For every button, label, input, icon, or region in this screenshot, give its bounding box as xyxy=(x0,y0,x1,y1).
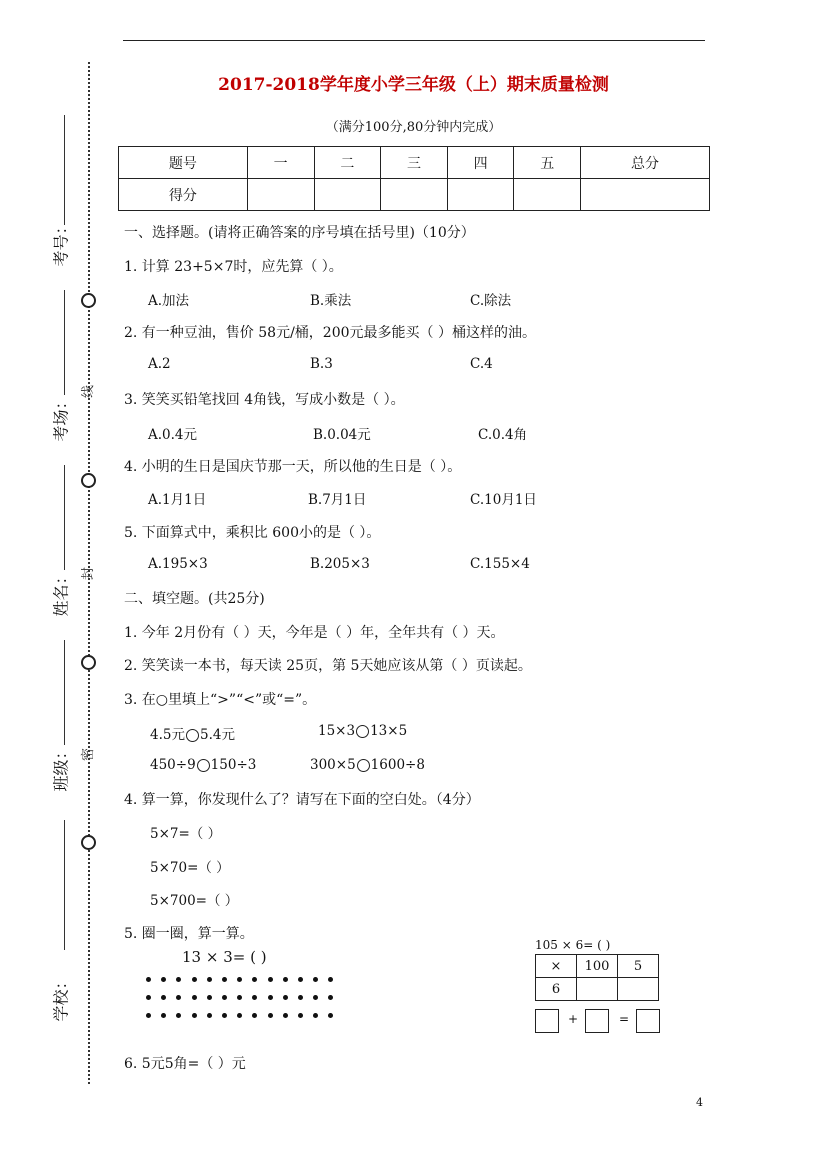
score-input-cell[interactable] xyxy=(247,179,314,211)
dot xyxy=(146,977,151,982)
question-stem: 1. 今年 2月份有（ ）天，今年是（ ）年，全年共有（ ）天。 xyxy=(124,625,505,641)
section1-heading: 一、选择题。(请将正确答案的序号填在括号里)（10分） xyxy=(124,225,475,241)
dot xyxy=(328,1013,333,1018)
binding-ring xyxy=(81,473,96,488)
compare-item xyxy=(150,723,235,743)
score-input-cell[interactable] xyxy=(581,179,710,211)
choice-option: C.10月1日 xyxy=(470,492,537,508)
dot xyxy=(298,977,303,982)
dot xyxy=(222,995,227,1000)
multiplication-grid xyxy=(535,954,659,1001)
dot xyxy=(176,977,181,982)
compare-circle[interactable] xyxy=(197,759,210,772)
choice-option: C.0.4角 xyxy=(478,427,528,443)
dot xyxy=(222,977,227,982)
compare-item xyxy=(310,757,425,773)
section2-heading: 二、填空题。(共25分) xyxy=(124,591,265,607)
compare-left: 4.5元 xyxy=(150,727,185,743)
choice-option: A.加法 xyxy=(148,293,190,309)
question-stem: 3. 笑笑买铅笔找回 4角钱，写成小数是（ ）。 xyxy=(124,392,405,408)
choice-option: A.0.4元 xyxy=(148,427,198,443)
binding-ring xyxy=(81,293,96,308)
field-underline xyxy=(64,465,65,570)
compare-right: 1600÷8 xyxy=(370,757,425,773)
top-rule xyxy=(123,40,705,41)
score-table-cell: 题号 xyxy=(119,147,248,179)
dot xyxy=(298,1013,303,1018)
compare-item xyxy=(150,757,256,773)
exam-title: 2017-2018学年度小学三年级（上）期末质量检测 xyxy=(218,75,609,95)
dot-row xyxy=(146,988,343,1006)
dot xyxy=(252,1013,257,1018)
field-underline xyxy=(64,290,65,395)
dot xyxy=(207,1013,212,1018)
score-table xyxy=(118,146,710,211)
binding-ring xyxy=(81,835,96,850)
score-input-cell[interactable] xyxy=(381,179,448,211)
dot xyxy=(283,1013,288,1018)
dot xyxy=(328,977,333,982)
class-label: 班级： xyxy=(51,743,71,792)
choice-option: C.4 xyxy=(470,356,493,372)
dot xyxy=(207,977,212,982)
choice-option: A.1月1日 xyxy=(148,492,207,508)
exam-room-label: 考场： xyxy=(51,393,71,442)
calc-item: 5×700=（ ） xyxy=(150,893,239,909)
compare-right: 5.4元 xyxy=(199,727,235,743)
answer-box[interactable] xyxy=(585,1009,609,1033)
dot xyxy=(176,1013,181,1018)
question-stem: 6. 5元5角=（ ）元 xyxy=(124,1056,246,1072)
score-table-cell: 三 xyxy=(381,147,448,179)
grid-row xyxy=(536,955,659,978)
dot-row xyxy=(146,970,343,988)
score-input-cell[interactable] xyxy=(447,179,514,211)
question-stem: 1. 计算 23+5×7时，应先算（ ）。 xyxy=(124,259,343,275)
choice-option: B.乘法 xyxy=(310,293,352,309)
dot xyxy=(222,1013,227,1018)
field-underline xyxy=(64,820,65,950)
grid-cell: 5 xyxy=(618,955,659,978)
score-table-cell: 四 xyxy=(447,147,514,179)
score-table-cell: 一 xyxy=(247,147,314,179)
choice-option: B.3 xyxy=(310,356,333,372)
score-input-cell[interactable] xyxy=(514,179,581,211)
dot xyxy=(192,977,197,982)
score-table-cell: 总分 xyxy=(581,147,710,179)
score-table-cell: 二 xyxy=(314,147,381,179)
dot xyxy=(237,1013,242,1018)
dot xyxy=(176,995,181,1000)
mult-expression: 105 × 6= ( ) xyxy=(535,938,611,952)
compare-right: 150÷3 xyxy=(210,757,257,773)
dot xyxy=(268,977,273,982)
dot xyxy=(192,1013,197,1018)
field-underline xyxy=(64,640,65,745)
calc-item: 5×70=（ ） xyxy=(150,860,230,876)
compare-right: 13×5 xyxy=(370,723,408,739)
choice-option: B.0.04元 xyxy=(313,427,371,443)
dot xyxy=(161,995,166,1000)
grid-cell: 6 xyxy=(536,978,577,1001)
question-stem: 5. 下面算式中，乘积比 600小的是（ ）。 xyxy=(124,525,381,541)
seal-mark-secret: 密 xyxy=(81,747,97,762)
page-number: 4 xyxy=(696,1096,703,1109)
question-stem: 2. 笑笑读一本书，每天读 25页，第 5天她应该从第（ ）页读起。 xyxy=(124,658,532,674)
dot xyxy=(161,977,166,982)
grid-input-cell[interactable] xyxy=(618,978,659,1001)
compare-circle[interactable] xyxy=(356,725,369,738)
choice-option: C.155×4 xyxy=(470,556,530,572)
equals-sign: = xyxy=(619,1012,630,1026)
dot-array xyxy=(146,970,343,1024)
school-label: 学校： xyxy=(51,973,71,1022)
dot xyxy=(252,977,257,982)
grid-cell: 100 xyxy=(577,955,618,978)
grid-row xyxy=(536,978,659,1001)
compare-left: 300×5 xyxy=(310,757,356,773)
score-input-cell[interactable] xyxy=(314,179,381,211)
score-row-label: 得分 xyxy=(119,179,248,211)
student-name-label: 姓名： xyxy=(51,568,71,617)
question-stem: 4. 小明的生日是国庆节那一天，所以他的生日是（ ）。 xyxy=(124,459,462,475)
choice-option: B.7月1日 xyxy=(308,492,367,508)
score-table-score-row xyxy=(119,179,710,211)
compare-left: 450÷9 xyxy=(150,757,196,773)
compare-left: 15×3 xyxy=(318,723,356,739)
choice-option: C.除法 xyxy=(470,293,512,309)
compare-circle[interactable] xyxy=(357,759,370,772)
answer-box[interactable] xyxy=(636,1009,660,1033)
dot xyxy=(237,995,242,1000)
dot xyxy=(207,995,212,1000)
dot xyxy=(313,1013,318,1018)
question-stem: 5. 圈一圈，算一算。 xyxy=(124,926,254,942)
dot xyxy=(313,977,318,982)
choice-option: A.195×3 xyxy=(148,556,208,572)
question-stem: 3. 在○里填上“>”“<”或“=”。 xyxy=(124,692,317,708)
circle-calc-expression: 13 × 3= ( ) xyxy=(182,948,267,966)
exam-subtitle: （满分100分,80分钟内完成） xyxy=(325,120,502,135)
dot xyxy=(283,977,288,982)
dot xyxy=(161,1013,166,1018)
compare-item xyxy=(318,723,407,739)
dot xyxy=(268,995,273,1000)
dot xyxy=(237,977,242,982)
dot xyxy=(313,995,318,1000)
seal-mark-seal: 封 xyxy=(81,566,97,581)
dot xyxy=(146,1013,151,1018)
choice-option: A.2 xyxy=(148,356,171,372)
seal-mark-line: 线 xyxy=(81,384,97,399)
exam-number-label: 考号： xyxy=(51,218,71,267)
score-table-header-row xyxy=(119,147,710,179)
dot xyxy=(252,995,257,1000)
grid-cell: × xyxy=(536,955,577,978)
dot xyxy=(192,995,197,1000)
dot xyxy=(298,995,303,1000)
score-table-cell: 五 xyxy=(514,147,581,179)
choice-option: B.205×3 xyxy=(310,556,370,572)
question-stem: 2. 有一种豆油，售价 58元/桶，200元最多能买（ ）桶这样的油。 xyxy=(124,325,536,341)
binding-ring xyxy=(81,655,96,670)
plus-sign: + xyxy=(568,1012,579,1026)
question-stem: 4. 算一算，你发现什么了？请写在下面的空白处。（4分） xyxy=(124,792,480,808)
grid-input-cell[interactable] xyxy=(577,978,618,1001)
compare-circle[interactable] xyxy=(186,729,199,742)
dot xyxy=(146,995,151,1000)
dot xyxy=(283,995,288,1000)
answer-box[interactable] xyxy=(535,1009,559,1033)
dot xyxy=(268,1013,273,1018)
dot-row xyxy=(146,1006,343,1024)
dot xyxy=(328,995,333,1000)
calc-item: 5×7=（ ） xyxy=(150,826,222,842)
